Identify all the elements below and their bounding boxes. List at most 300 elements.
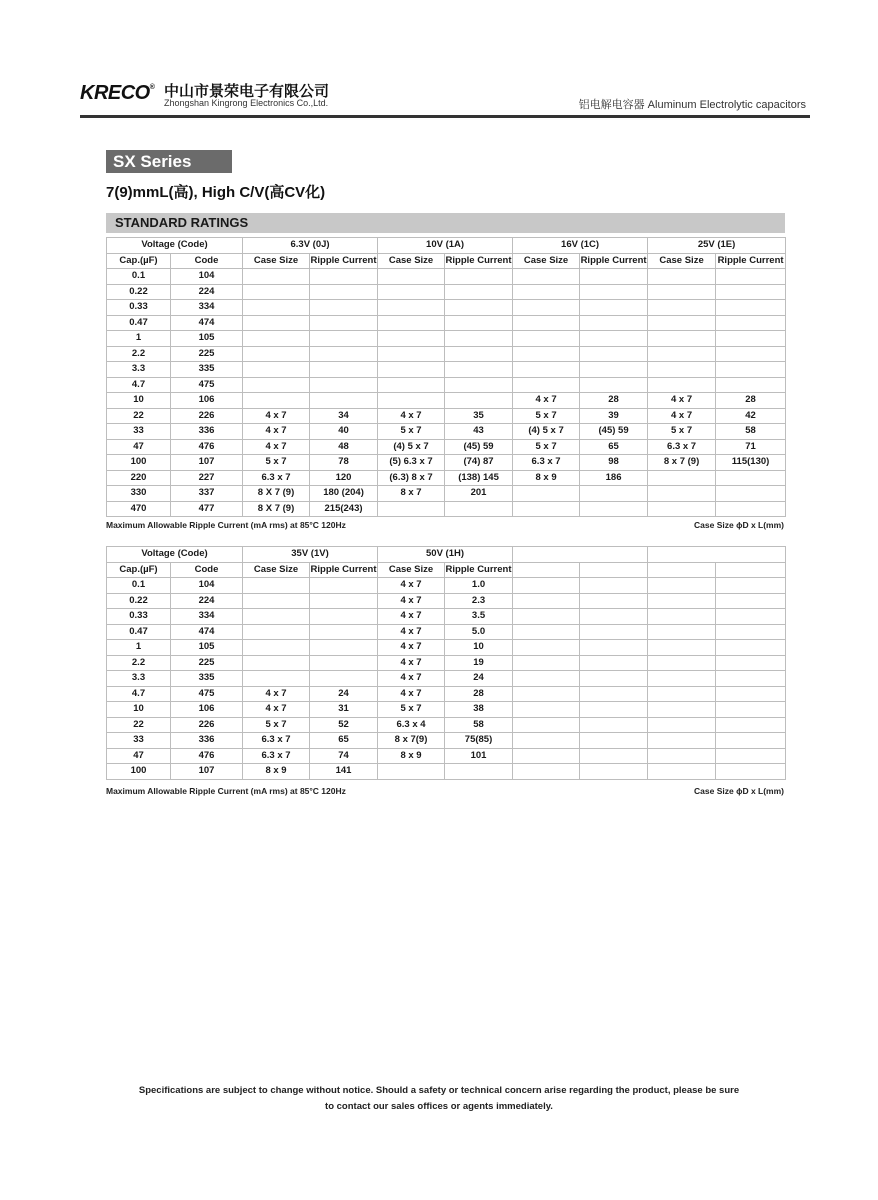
case-size-value: (4) 5 x 7 (378, 439, 445, 455)
cap-value: 220 (107, 470, 171, 486)
case-size-value (243, 300, 310, 316)
cap-value: 0.47 (107, 624, 171, 640)
case-size-value: 4 x 7 (243, 439, 310, 455)
cap-value: 330 (107, 486, 171, 502)
ripple-current-value (310, 346, 378, 362)
case-size-value (513, 362, 580, 378)
cap-value: 0.33 (107, 300, 171, 316)
table-row (107, 331, 786, 347)
case-size-value (648, 748, 716, 764)
ripple-current-value (580, 624, 648, 640)
cap-value: 0.47 (107, 315, 171, 331)
ripple-current-header: Ripple Current (580, 253, 648, 269)
case-size-value: 4 x 7 (378, 640, 445, 656)
ripple-current-value: 186 (580, 470, 648, 486)
ripple-current-value (310, 315, 378, 331)
code-value: 105 (171, 640, 243, 656)
case-size-value: 5 x 7 (378, 424, 445, 440)
table-row (107, 748, 786, 764)
case-size-value (513, 331, 580, 347)
series-subtitle: 7(9)mmL(高), High C/V(高CV化) (106, 184, 326, 201)
table-row (107, 284, 786, 300)
case-size-value (243, 284, 310, 300)
cap-value: 4.7 (107, 686, 171, 702)
table-row (107, 377, 786, 393)
ripple-current-header (580, 562, 648, 578)
ripple-current-value: 65 (310, 733, 378, 749)
ripple-current-value: (45) 59 (580, 424, 648, 440)
header-row-voltage (107, 547, 786, 563)
case-size-value (513, 733, 580, 749)
voltage-header: 35V (1V) (243, 547, 378, 563)
ripple-current-value (445, 346, 513, 362)
case-size-value (243, 315, 310, 331)
voltage-header: 50V (1H) (378, 547, 513, 563)
case-size-value (513, 764, 580, 780)
ripple-current-value (716, 686, 786, 702)
ripple-current-value: (74) 87 (445, 455, 513, 471)
ripple-current-value: 3.5 (445, 609, 513, 625)
ripple-current-value (310, 655, 378, 671)
case-size-value (513, 593, 580, 609)
ripple-current-value (580, 300, 648, 316)
case-size-value: 8 X 7 (9) (243, 486, 310, 502)
code-value: 107 (171, 764, 243, 780)
case-size-value (648, 702, 716, 718)
ripple-current-value (580, 733, 648, 749)
code-value: 477 (171, 501, 243, 517)
ripple-current-value (716, 593, 786, 609)
ripple-current-value (716, 284, 786, 300)
code-value: 106 (171, 702, 243, 718)
footer-line-1: Specifications are subject to change without notice. Should a safety or technical concern arise regarding the product, please be sure (138, 1085, 740, 1096)
ripple-current-value (310, 331, 378, 347)
case-size-value (648, 346, 716, 362)
table-row (107, 686, 786, 702)
case-size-value (648, 717, 716, 733)
ripple-current-value (716, 655, 786, 671)
case-size-value (243, 331, 310, 347)
cap-value: 10 (107, 393, 171, 409)
case-size-value (243, 269, 310, 285)
voltage-header: 6.3V (0J) (243, 238, 378, 254)
case-size-value: 4 x 7 (243, 702, 310, 718)
ripple-current-value: 78 (310, 455, 378, 471)
ripple-current-value (445, 362, 513, 378)
ripple-current-value (716, 671, 786, 687)
ripple-current-value: 180 (204) (310, 486, 378, 502)
header-row-voltage (107, 238, 786, 254)
code-value: 225 (171, 346, 243, 362)
ripple-current-value (310, 624, 378, 640)
case-size-value (513, 624, 580, 640)
code-value: 475 (171, 377, 243, 393)
ripple-current-value: 24 (310, 686, 378, 702)
case-size-value: 5 x 7 (378, 702, 445, 718)
case-size-note: Case Size ϕD x L(mm) (694, 520, 784, 530)
ripple-current-value (310, 269, 378, 285)
ripple-current-value (445, 764, 513, 780)
code-value: 334 (171, 609, 243, 625)
ripple-current-value (445, 300, 513, 316)
ripple-current-value (716, 702, 786, 718)
case-size-value: 4 x 7 (243, 686, 310, 702)
case-size-value (648, 362, 716, 378)
ripple-current-value (580, 748, 648, 764)
ripple-current-value (580, 362, 648, 378)
code-value: 226 (171, 408, 243, 424)
case-size-value: 4 x 7 (378, 671, 445, 687)
table-row (107, 315, 786, 331)
ripple-current-value (580, 702, 648, 718)
ripple-current-value (445, 331, 513, 347)
ripple-current-value: 75(85) (445, 733, 513, 749)
ripple-current-value (445, 284, 513, 300)
code-value: 476 (171, 748, 243, 764)
ripple-current-value: 28 (580, 393, 648, 409)
ripple-current-value (580, 671, 648, 687)
ripple-note: Maximum Allowable Ripple Current (mA rms) at 85°C 120Hz (106, 786, 346, 796)
ripple-current-value (445, 501, 513, 517)
cap-value: 3.3 (107, 671, 171, 687)
ripple-current-value: 201 (445, 486, 513, 502)
code-value: 104 (171, 578, 243, 594)
cap-value: 47 (107, 748, 171, 764)
cap-header: Cap.(µF) (107, 253, 171, 269)
case-size-value (243, 593, 310, 609)
case-size-value (648, 501, 716, 517)
table-row (107, 362, 786, 378)
ripple-current-header: Ripple Current (445, 562, 513, 578)
page-header (80, 78, 810, 118)
cap-value: 10 (107, 702, 171, 718)
ripple-current-value (580, 655, 648, 671)
case-size-value: 4 x 7 (378, 408, 445, 424)
cap-value: 0.1 (107, 269, 171, 285)
code-value: 475 (171, 686, 243, 702)
code-header: Code (171, 562, 243, 578)
table-row (107, 455, 786, 471)
code-value: 104 (171, 269, 243, 285)
case-size-value: 4 x 7 (378, 655, 445, 671)
ripple-current-value (445, 315, 513, 331)
case-size-value (648, 486, 716, 502)
table-row (107, 640, 786, 656)
case-size-value (648, 284, 716, 300)
case-size-value (378, 315, 445, 331)
cap-value: 1 (107, 331, 171, 347)
case-size-value (378, 501, 445, 517)
ripple-current-header: Ripple Current (716, 253, 786, 269)
ripple-current-value: 71 (716, 439, 786, 455)
ripple-current-value: 34 (310, 408, 378, 424)
series-title: SX Series (106, 150, 232, 173)
case-size-value: 4 x 7 (378, 609, 445, 625)
cap-value: 0.22 (107, 593, 171, 609)
ripple-current-value (716, 578, 786, 594)
ripple-current-value (310, 593, 378, 609)
voltage-code-header: Voltage (Code) (107, 547, 243, 563)
case-size-value (648, 764, 716, 780)
case-size-value (513, 655, 580, 671)
case-size-value (243, 671, 310, 687)
case-size-value (378, 269, 445, 285)
case-size-value (513, 486, 580, 502)
table-row (107, 300, 786, 316)
ripple-current-value (580, 284, 648, 300)
ripple-current-value (580, 717, 648, 733)
company-logo: KRECO® (80, 82, 155, 104)
voltage-code-header: Voltage (Code) (107, 238, 243, 254)
case-size-value (513, 377, 580, 393)
cap-value: 4.7 (107, 377, 171, 393)
case-size-value (513, 578, 580, 594)
case-size-value (648, 377, 716, 393)
company-name-cn: 中山市景荣电子有限公司 (164, 83, 330, 100)
ripple-current-value (716, 640, 786, 656)
ripple-current-value (310, 362, 378, 378)
case-size-value: 8 x 7 (9) (648, 455, 716, 471)
ripple-current-value: 58 (716, 424, 786, 440)
ripple-current-header: Ripple Current (310, 562, 378, 578)
cap-value: 22 (107, 717, 171, 733)
case-size-value (648, 609, 716, 625)
case-size-value: (5) 6.3 x 7 (378, 455, 445, 471)
voltage-header: 16V (1C) (513, 238, 648, 254)
case-size-value (243, 640, 310, 656)
ripple-current-value (310, 671, 378, 687)
ripple-current-value (445, 269, 513, 285)
ripple-current-value (580, 331, 648, 347)
ripple-current-value (580, 578, 648, 594)
case-size-value: 8 x 9 (243, 764, 310, 780)
ratings-table-1 (106, 237, 786, 517)
ratings-table-2 (106, 546, 786, 780)
case-size-header: Case Size (513, 253, 580, 269)
case-size-value (513, 702, 580, 718)
voltage-header (648, 547, 786, 563)
case-size-value (648, 315, 716, 331)
ripple-current-value (716, 331, 786, 347)
voltage-header: 10V (1A) (378, 238, 513, 254)
cap-value: 33 (107, 424, 171, 440)
table-row (107, 408, 786, 424)
case-size-value (648, 331, 716, 347)
ripple-current-value (716, 377, 786, 393)
case-size-value: 8 x 7 (378, 486, 445, 502)
ripple-current-value: 141 (310, 764, 378, 780)
ripple-current-value (580, 315, 648, 331)
case-size-value: 8 X 7 (9) (243, 501, 310, 517)
case-size-value: 6.3 x 7 (648, 439, 716, 455)
ripple-current-value: 28 (445, 686, 513, 702)
code-value: 226 (171, 717, 243, 733)
ripple-current-value (310, 377, 378, 393)
cap-value: 100 (107, 764, 171, 780)
case-size-value: 4 x 7 (243, 408, 310, 424)
table-row (107, 655, 786, 671)
case-size-value: 4 x 7 (378, 624, 445, 640)
code-value: 337 (171, 486, 243, 502)
cap-value: 0.33 (107, 609, 171, 625)
table-row (107, 717, 786, 733)
header-row-sub (107, 253, 786, 269)
table-row (107, 764, 786, 780)
case-size-value (243, 362, 310, 378)
case-size-value (513, 609, 580, 625)
ripple-current-value: 10 (445, 640, 513, 656)
ripple-current-value (580, 609, 648, 625)
case-size-value: 4 x 7 (243, 424, 310, 440)
ripple-note: Maximum Allowable Ripple Current (mA rms) at 85°C 120Hz (106, 520, 346, 530)
ripple-current-value (580, 269, 648, 285)
case-size-value (648, 470, 716, 486)
case-size-value (513, 346, 580, 362)
table-row (107, 593, 786, 609)
case-size-value: 5 x 7 (513, 408, 580, 424)
ripple-current-value (716, 501, 786, 517)
ripple-current-header: Ripple Current (310, 253, 378, 269)
code-value: 224 (171, 593, 243, 609)
case-size-value (378, 393, 445, 409)
ripple-current-value (580, 346, 648, 362)
case-size-value (513, 269, 580, 285)
ripple-current-header: Ripple Current (445, 253, 513, 269)
ripple-current-value: 43 (445, 424, 513, 440)
table-row (107, 578, 786, 594)
code-value: 336 (171, 424, 243, 440)
ripple-current-value (580, 640, 648, 656)
case-size-value (648, 671, 716, 687)
ripple-current-value (580, 486, 648, 502)
ripple-current-value: 215(243) (310, 501, 378, 517)
case-size-value: (6.3) 8 x 7 (378, 470, 445, 486)
ripple-current-value (716, 624, 786, 640)
ripple-current-value: 1.0 (445, 578, 513, 594)
case-size-value (513, 686, 580, 702)
ripple-current-value: 31 (310, 702, 378, 718)
cap-value: 2.2 (107, 346, 171, 362)
table-row (107, 733, 786, 749)
product-category: 铝电解电容器 Aluminum Electrolytic capacitors (578, 99, 806, 111)
case-size-value: 8 x 9 (378, 748, 445, 764)
cap-value: 33 (107, 733, 171, 749)
ripple-current-value (445, 377, 513, 393)
case-size-value: 4 x 7 (378, 686, 445, 702)
ripple-current-value (310, 284, 378, 300)
ripple-current-value: (45) 59 (445, 439, 513, 455)
table-row (107, 470, 786, 486)
company-name-en: Zhongshan Kingrong Electronics Co.,Ltd. (164, 98, 329, 108)
ripple-current-value: 2.3 (445, 593, 513, 609)
header-divider (80, 115, 810, 118)
case-size-header: Case Size (243, 253, 310, 269)
ripple-current-value (716, 764, 786, 780)
case-size-value: 5 x 7 (243, 717, 310, 733)
case-size-note: Case Size ϕD x L(mm) (694, 786, 784, 796)
case-size-value (648, 655, 716, 671)
case-size-value (243, 377, 310, 393)
ripple-current-value: 19 (445, 655, 513, 671)
case-size-value (648, 593, 716, 609)
ripple-current-value: 65 (580, 439, 648, 455)
ripple-current-value: 38 (445, 702, 513, 718)
ripple-current-value: 120 (310, 470, 378, 486)
case-size-value (513, 717, 580, 733)
table-row (107, 671, 786, 687)
case-size-value: 6.3 x 7 (243, 733, 310, 749)
code-value: 335 (171, 362, 243, 378)
table-row (107, 269, 786, 285)
ripple-current-value (716, 362, 786, 378)
cap-value: 0.22 (107, 284, 171, 300)
code-value: 107 (171, 455, 243, 471)
voltage-header: 25V (1E) (648, 238, 786, 254)
ripple-current-value (716, 733, 786, 749)
ripple-current-value (580, 377, 648, 393)
ripple-current-value (716, 300, 786, 316)
ripple-current-value: 48 (310, 439, 378, 455)
case-size-value: 4 x 7 (513, 393, 580, 409)
case-size-value (648, 578, 716, 594)
case-size-value: 6.3 x 7 (243, 470, 310, 486)
case-size-value (378, 331, 445, 347)
ripple-current-value (716, 748, 786, 764)
code-value: 476 (171, 439, 243, 455)
code-value: 335 (171, 671, 243, 687)
code-header: Code (171, 253, 243, 269)
ripple-current-value: 101 (445, 748, 513, 764)
case-size-header: Case Size (378, 253, 445, 269)
ripple-current-value: 24 (445, 671, 513, 687)
case-size-value: 5 x 7 (648, 424, 716, 440)
ripple-current-value: 39 (580, 408, 648, 424)
case-size-value (378, 300, 445, 316)
case-size-value: 8 x 7(9) (378, 733, 445, 749)
table-row (107, 501, 786, 517)
case-size-header: Case Size (648, 253, 716, 269)
case-size-value: 4 x 7 (378, 578, 445, 594)
code-value: 474 (171, 624, 243, 640)
case-size-value (648, 640, 716, 656)
code-value: 105 (171, 331, 243, 347)
section-title: STANDARD RATINGS (106, 213, 785, 233)
ripple-current-value (716, 315, 786, 331)
table-row (107, 424, 786, 440)
case-size-value (648, 733, 716, 749)
ripple-current-value (580, 686, 648, 702)
ripple-current-header (716, 562, 786, 578)
cap-value: 100 (107, 455, 171, 471)
case-size-value (513, 671, 580, 687)
case-size-value: 4 x 7 (378, 593, 445, 609)
case-size-value (513, 640, 580, 656)
case-size-value: 8 x 9 (513, 470, 580, 486)
ripple-current-value (716, 470, 786, 486)
code-value: 227 (171, 470, 243, 486)
code-value: 474 (171, 315, 243, 331)
footer-disclaimer (0, 1083, 878, 1115)
cap-value: 2.2 (107, 655, 171, 671)
case-size-value (378, 284, 445, 300)
ripple-current-value (716, 717, 786, 733)
case-size-value (243, 624, 310, 640)
table-row (107, 624, 786, 640)
ripple-current-value: 35 (445, 408, 513, 424)
ripple-current-value (310, 300, 378, 316)
case-size-value (243, 393, 310, 409)
ripple-current-value: 5.0 (445, 624, 513, 640)
